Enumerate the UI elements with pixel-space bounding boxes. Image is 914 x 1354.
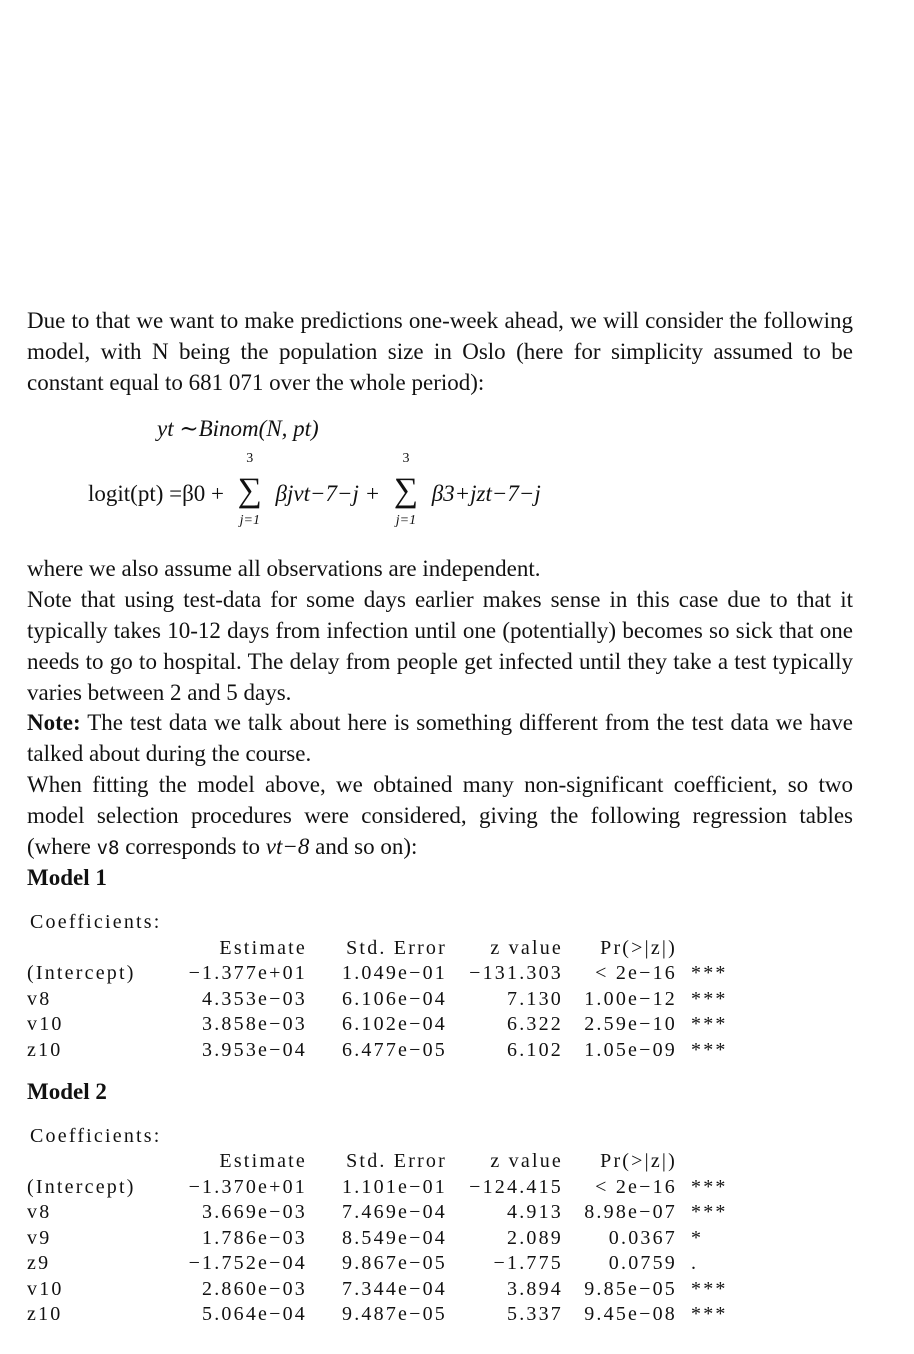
note-text: The test data we talk about here is something different from the test data we have talked about during the course. <box>27 710 853 767</box>
model-1-title: Model 1 <box>27 865 107 891</box>
cell-signif: *** <box>691 962 728 985</box>
cell-std-error: 7.469e−04 <box>342 1201 447 1224</box>
cell-estimate: 3.858e−03 <box>202 1013 307 1036</box>
document-page <box>27 306 853 1328</box>
table-row <box>27 1012 739 1038</box>
cell-term: (Intercept) <box>27 1175 136 1198</box>
header-signif <box>677 936 739 962</box>
cell-term: v10 <box>27 1277 64 1300</box>
cell-signif: *** <box>691 1038 728 1061</box>
cell-estimate: 1.786e−03 <box>202 1226 307 1249</box>
cell-z-value: −124.415 <box>469 1175 563 1198</box>
cell-std-error: 9.487e−05 <box>342 1303 447 1326</box>
header-z-value: z value <box>490 1150 563 1173</box>
sigma-symbol: ∑ <box>393 472 419 510</box>
cell-p-value: 2.59e−10 <box>584 1013 677 1036</box>
cell-term: (Intercept) <box>27 962 136 985</box>
header-estimate: Estimate <box>219 1150 307 1173</box>
cell-z-value: 6.322 <box>507 1013 563 1036</box>
cell-std-error: 1.049e−01 <box>342 962 447 985</box>
cell-term: v8 <box>27 1201 52 1224</box>
sigma-symbol: ∑ <box>237 472 262 510</box>
note-paragraph <box>27 708 853 770</box>
cell-signif: * <box>691 1226 704 1249</box>
cell-z-value: 2.089 <box>507 1226 563 1249</box>
cell-estimate: 2.860e−03 <box>202 1277 307 1300</box>
equation-line-binomial: yt ∼Binom(N, pt) <box>157 416 319 442</box>
cell-std-error: 8.549e−04 <box>342 1226 447 1249</box>
cell-z-value: 7.130 <box>507 987 563 1010</box>
cell-p-value: < 2e−16 <box>595 1175 677 1198</box>
model-2-table <box>27 1149 739 1328</box>
model-2-coefficients-label: Coefficients: <box>30 1124 162 1147</box>
sum-2-upper: 3 <box>402 451 410 467</box>
header-p-value: Pr(>|z|) <box>600 1150 677 1173</box>
header-estimate: Estimate <box>219 936 307 959</box>
cell-p-value: 9.85e−05 <box>584 1277 677 1300</box>
cell-signif: *** <box>691 1175 728 1198</box>
cell-p-value: 9.45e−08 <box>584 1303 677 1326</box>
table-row <box>27 1277 739 1303</box>
cell-p-value: 0.0759 <box>608 1252 677 1275</box>
cell-signif: *** <box>691 1277 728 1300</box>
table-header-row <box>27 936 739 962</box>
cell-signif: *** <box>691 1303 728 1326</box>
cell-signif: *** <box>691 1201 728 1224</box>
cell-estimate: 5.064e−04 <box>202 1303 307 1326</box>
cell-z-value: 5.337 <box>507 1303 563 1326</box>
sum-1 <box>230 451 270 529</box>
selection-text-mid: corresponds to <box>125 833 261 859</box>
table-row <box>27 1200 739 1226</box>
cell-estimate: 4.353e−03 <box>202 987 307 1010</box>
cell-std-error: 1.101e−01 <box>342 1175 447 1198</box>
cell-estimate: 3.953e−04 <box>202 1038 307 1061</box>
cell-estimate: −1.370e+01 <box>188 1175 307 1198</box>
sum-2-lower: j=1 <box>395 513 417 529</box>
equation-line-logit <box>88 451 541 529</box>
cell-term: z10 <box>27 1303 63 1326</box>
cell-p-value: 8.98e−07 <box>584 1201 677 1224</box>
cell-z-value: 3.894 <box>507 1277 563 1300</box>
cell-p-value: 0.0367 <box>608 1226 677 1249</box>
spacer <box>27 1063 853 1077</box>
cell-estimate: 3.669e−03 <box>202 1201 307 1224</box>
cell-z-value: 6.102 <box>507 1038 563 1061</box>
table-row <box>27 1038 739 1064</box>
header-name <box>27 936 179 962</box>
cell-p-value: 1.05e−09 <box>584 1038 677 1061</box>
cell-z-value: −131.303 <box>469 962 563 985</box>
header-p-value: Pr(>|z|) <box>600 936 677 959</box>
sum-1-lower: j=1 <box>239 513 260 529</box>
sum-2 <box>386 451 426 529</box>
sum-1-upper: 3 <box>246 451 254 467</box>
table-header-row <box>27 1149 739 1175</box>
sum-1-term: βjvt−7−j + <box>275 481 381 507</box>
sum-2-term: β3+jzt−7−j <box>431 481 541 507</box>
table-row <box>27 987 739 1013</box>
model-equation <box>27 404 853 554</box>
cell-std-error: 9.867e−05 <box>342 1252 447 1275</box>
cell-std-error: 6.102e−04 <box>342 1013 447 1036</box>
cell-z-value: −1.775 <box>493 1252 563 1275</box>
equation-lhs: logit(pt) =β0 + <box>88 481 225 507</box>
cell-estimate: −1.752e−04 <box>188 1252 307 1275</box>
table-row <box>27 1251 739 1277</box>
cell-p-value: 1.00e−12 <box>584 987 677 1010</box>
header-z-value: z value <box>490 936 563 959</box>
cell-term: z9 <box>27 1252 51 1275</box>
cell-std-error: 6.106e−04 <box>342 987 447 1010</box>
cell-std-error: 7.344e−04 <box>342 1277 447 1300</box>
cell-p-value: < 2e−16 <box>595 962 677 985</box>
selection-paragraph <box>27 770 853 863</box>
header-name <box>27 1149 179 1175</box>
model-2-title: Model 2 <box>27 1079 107 1105</box>
table-row <box>27 1226 739 1252</box>
intro-paragraph: Due to that we want to make predictions one-week ahead, we will consider the following model, with N being the population size in Oslo (here for simplicity assumed to be constant equal to 681 071 over the whole period): <box>27 308 853 395</box>
cell-std-error: 6.477e−05 <box>342 1038 447 1061</box>
cell-term: z10 <box>27 1038 63 1061</box>
cell-term: v8 <box>27 987 52 1010</box>
selection-code: v8 <box>96 836 120 859</box>
table-row <box>27 1175 739 1201</box>
independence-paragraph: where we also assume all observations are independent. <box>27 556 541 582</box>
cell-estimate: −1.377e+01 <box>188 962 307 985</box>
selection-text-post: and so on): <box>315 833 418 859</box>
note-label: Note: <box>27 710 81 736</box>
header-signif <box>677 1149 739 1175</box>
table-row <box>27 961 739 987</box>
cell-signif: *** <box>691 987 728 1010</box>
table-row <box>27 1302 739 1328</box>
model-1-table <box>27 936 739 1064</box>
cell-signif: . <box>691 1252 699 1275</box>
header-std-error: Std. Error <box>346 936 447 959</box>
cell-term: v10 <box>27 1013 64 1036</box>
cell-z-value: 4.913 <box>507 1201 563 1224</box>
selection-math: vt−8 <box>265 833 310 859</box>
cell-signif: *** <box>691 1013 728 1036</box>
model-1-coefficients-label: Coefficients: <box>30 911 162 934</box>
testdata-paragraph: Note that using test-data for some days earlier makes sense in this case due to that it typically takes 10-12 days from infection until one (potentially) becomes so sick that one needs to go to hospital. The delay from people get infected until they take a test typically varies between 2 and 5 days. <box>27 587 853 705</box>
selection-text-pre: When fitting the model above, we obtained many non-significant coefficient, so two model selection procedures were considered, giving the following regression tables (where <box>27 771 853 859</box>
cell-term: v9 <box>27 1226 52 1249</box>
header-std-error: Std. Error <box>346 1150 447 1173</box>
